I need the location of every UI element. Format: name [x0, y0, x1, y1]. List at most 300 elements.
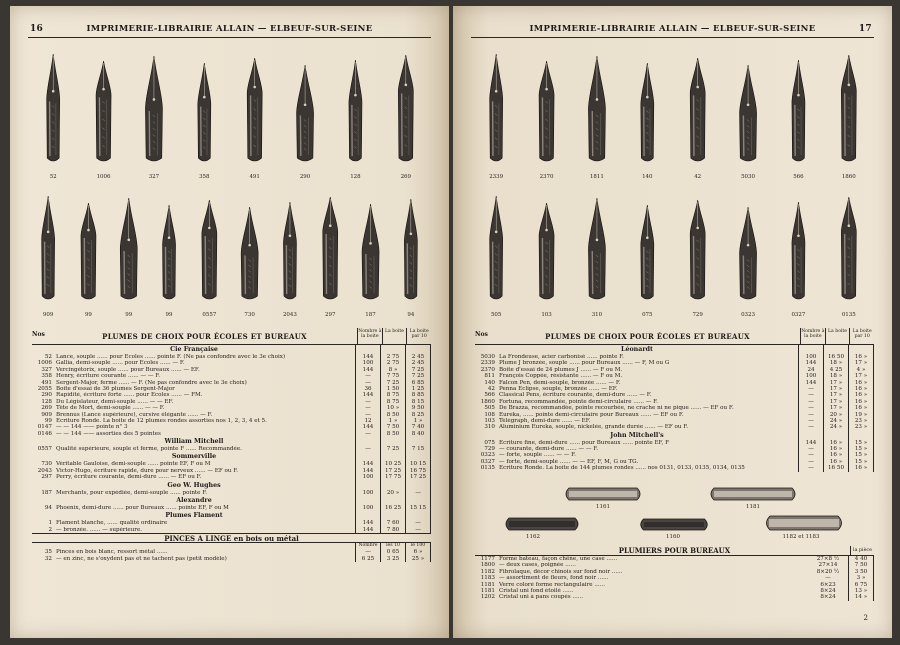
section-title: PINCES A LINGE en bois ou métal	[164, 534, 299, 544]
item-number: 2043	[37, 467, 52, 474]
nib-number-label: 566	[793, 174, 804, 180]
price-cell: 1 »	[413, 417, 423, 424]
pen-nib-icon	[362, 204, 379, 299]
price-cell: 4 25	[829, 366, 843, 373]
nib-number-label: 0135	[841, 312, 856, 318]
nib-number-label: 075	[642, 312, 653, 318]
price-cell: 4 »	[856, 366, 866, 373]
nib-illustration-row-1	[28, 52, 431, 182]
item-description: Cristal uni à pans coupés ......	[499, 594, 584, 601]
column-header: Nombre	[358, 543, 378, 549]
brand-heading: Alexandre	[176, 497, 212, 505]
price-cell: —	[415, 489, 421, 496]
item-number: 269	[41, 405, 52, 412]
price-cell: 144	[362, 461, 374, 468]
item-description: Sergent-Major, ferme ...... — F. (Ne pas confondre avec le 3e choix)	[56, 379, 247, 386]
tray-number-label: 1162	[526, 534, 540, 540]
pen-nib-icon	[247, 58, 262, 161]
column-header: Nombre à la boite	[357, 328, 382, 344]
price-cell: —	[365, 411, 371, 418]
price-cell: 144	[362, 392, 374, 399]
price-cell: 144	[362, 354, 374, 360]
item-description: Du Législateur, demi-souple ...... — — EF.	[56, 398, 174, 405]
item-description: Eureka, ...... pointe demi-circulaire pour Bureaux ...... — EF ou F.	[499, 411, 684, 418]
item-description: De Brazza, recommandée, pointe recourbée, ne crache ni ne pique ...... — EF ou F.	[499, 405, 734, 412]
item-description: Tête de Mort, demi-souple ...... — — F.	[56, 405, 165, 412]
item-description: Phoenix, demi-dure ...... pour Bureaux ...... pointe EF, F ou M	[56, 505, 229, 512]
brand-heading: Sommerville	[171, 453, 217, 461]
pen-nib-icon	[47, 54, 60, 161]
item-number: 730	[41, 461, 52, 468]
nib-number-label: 187	[365, 312, 376, 318]
item-description: Verre coloré forme rectangulaire ......	[499, 581, 606, 588]
price-cell: 18 »	[829, 373, 843, 380]
pen-nib-icon	[841, 197, 856, 299]
table-row	[32, 505, 430, 511]
nib-number-label: 491	[249, 174, 260, 180]
price-cell: 7 25	[411, 366, 425, 373]
item-description: Boite d'essai de 36 plumes Sergent-Major	[56, 385, 175, 392]
item-number: 2055	[37, 385, 52, 392]
item-number: 310	[484, 424, 495, 431]
price-cell: 19 »	[854, 411, 868, 418]
nib-number-label: 0557	[202, 312, 217, 318]
price-cell: 6 85	[411, 379, 425, 386]
item-description: Penna Eclipse, souple, bronzée ...... — EF.	[499, 385, 618, 392]
price-cell: 16 »	[854, 398, 868, 405]
item-description: — assortiment de fleurs, fond noir ......	[499, 575, 609, 582]
item-description: — — 144 —— assorties des 5 pointes	[56, 430, 161, 437]
price-cell: 16 »	[854, 385, 868, 392]
item-number: 1181	[480, 581, 495, 588]
nib-number-label: 99	[84, 312, 92, 318]
price-cell: 100	[805, 373, 817, 380]
pen-nib-icon	[241, 207, 258, 299]
item-description: Brennus (Lance supérieure), cursive élégante ...... — F.	[56, 411, 213, 418]
price-cell: 6 »	[413, 549, 423, 556]
price-cell: 8 50	[386, 411, 400, 418]
brand-heading: John Mitchell's	[610, 431, 664, 439]
nib-number-label: 0323	[741, 312, 756, 318]
pen-nib-icon	[490, 196, 503, 299]
right-page	[453, 6, 892, 638]
price-cell: 0 65	[386, 549, 400, 556]
nib-number-label: 2043	[282, 312, 297, 318]
size-cell: 8×20 ½	[816, 568, 840, 575]
item-number: 566	[484, 392, 495, 399]
price-cell: 16 »	[854, 405, 868, 412]
price-cell: —	[808, 398, 814, 405]
price-column-headers	[800, 328, 874, 344]
item-description: Écriture Ronde. La boite de 144 plumes rondes ...... nos 0131, 0133, 0135, 0134, 0135	[499, 465, 745, 472]
item-number: 0146	[37, 430, 52, 437]
item-description: Fortuna, recommandée, pointe demi-circulaire ...... — F.	[499, 398, 658, 405]
table-row	[32, 431, 430, 437]
item-description: Aluminium Eureka, souple, nickelée, grande durée ...... — EF ou F.	[499, 424, 689, 431]
price-cell: 24	[807, 366, 815, 373]
pen-nib-icon	[588, 56, 605, 161]
nib-number-label: 310	[591, 312, 603, 318]
price-cell: 6 25	[361, 555, 375, 562]
price-cell: 144	[805, 439, 817, 446]
price-cell: 17 »	[854, 373, 868, 380]
price-cell: 23 »	[854, 424, 868, 431]
nib-number-label: 1811	[589, 174, 604, 180]
item-description: Classical Pens, écriture courante, demi-dure ...... — F.	[499, 392, 652, 399]
price-cell: 16 50	[827, 354, 844, 360]
catalog-spread	[10, 6, 892, 638]
price-cell: 15 »	[854, 439, 868, 446]
item-description: Merchants, pour expédiée, demi-souple ...... pointe F.	[56, 489, 208, 496]
price-cell: —	[365, 379, 371, 386]
table-body	[32, 345, 431, 533]
price-cell: 8 75	[386, 398, 400, 405]
header-title: IMPRIMERIE-LIBRAIRIE ALLAIN — ELBEUF-SUR-SEINE	[86, 24, 373, 34]
item-description: — courante, demi-dure ...... — — F.	[499, 446, 598, 453]
pen-nib-icon	[792, 60, 805, 161]
price-cell: —	[365, 446, 371, 453]
item-description: Télégraph, demi-dure ...... — EF.	[499, 417, 591, 424]
size-cell: 27×14	[818, 562, 838, 569]
brand-heading: Plumes Flament	[165, 512, 223, 520]
price-cell: 1 »	[388, 417, 398, 424]
nib-number-label: 327	[148, 174, 160, 180]
nib-illustration-row-2	[471, 194, 874, 320]
price-cell: —	[808, 465, 814, 472]
pen-nib-icon	[490, 54, 503, 161]
price-cell: 15 15	[409, 505, 426, 512]
column-header: les 10	[386, 543, 400, 549]
item-number: 0323	[480, 452, 495, 459]
price-cell: —	[808, 446, 814, 453]
item-description: Victor-Hugo, écriture rapide, dure pour nerveux ...... — EF ou F.	[56, 467, 239, 474]
column-header: la pièce	[850, 546, 874, 555]
item-description: Véritable Gauloise, demi-souple ...... pointe EF, F ou M	[56, 461, 211, 468]
item-number: 297	[41, 474, 52, 481]
price-cell: 10 »	[386, 405, 400, 412]
price-cell: —	[808, 392, 814, 399]
table-row	[475, 424, 873, 430]
size-cell: 8×24	[820, 587, 836, 594]
price-cell: —	[365, 430, 371, 437]
column-header: La boite par 10	[406, 328, 431, 344]
nib-row-svg	[28, 52, 431, 182]
item-description: Boite d'essai de 24 plumes J ...... — F ou M.	[499, 366, 623, 373]
item-description: Falcon Pen, demi-souple, bronzée ...... — F.	[499, 379, 621, 386]
price-cell: 6 75	[854, 581, 868, 588]
item-number: 0147	[37, 424, 52, 431]
nib-number-label: 297	[325, 312, 336, 318]
item-description: Henry, écriture courante ...... — — F.	[56, 373, 160, 380]
price-cell: 144	[362, 424, 374, 431]
item-number: 1183	[480, 575, 495, 582]
price-cell: 7 80	[386, 526, 400, 533]
price-cell: 100	[362, 505, 374, 512]
header-title: IMPRIMERIE-LIBRAIRIE ALLAIN — ELBEUF-SUR-SEINE	[529, 24, 816, 34]
nib-number-label: 2339	[489, 174, 504, 180]
price-cell: 7 15	[411, 446, 425, 453]
price-cell: 2 75	[386, 360, 400, 367]
price-cell: 15 »	[854, 446, 868, 453]
item-number: 909	[41, 411, 52, 418]
item-number: 1177	[480, 556, 495, 562]
nib-number-label: 290	[299, 174, 311, 180]
price-cell: 15 »	[854, 452, 868, 459]
pen-price-table	[32, 328, 431, 562]
page-number: 17	[858, 24, 872, 34]
item-number: 187	[41, 489, 52, 496]
price-cell: 36	[364, 385, 372, 392]
nib-number-label: 99	[165, 312, 173, 318]
nib-number-label: 94	[407, 312, 415, 318]
brand-heading: Léonardt	[621, 346, 653, 353]
price-cell: 23 »	[854, 417, 868, 424]
price-cell: 8 25	[411, 411, 425, 418]
item-description: — — 144 —— pointe n° 3	[56, 424, 128, 431]
plumiers-body	[475, 556, 874, 601]
pinces-title	[32, 533, 431, 543]
price-cell: 18 »	[829, 360, 843, 367]
tray-number-label: 1160	[666, 534, 680, 540]
plumiers-title	[475, 546, 874, 556]
pen-tray-icon	[566, 488, 640, 500]
price-cell: 12	[364, 417, 372, 424]
price-cell: 7 25	[386, 446, 400, 453]
pen-nib-icon	[120, 198, 137, 299]
pen-nib-icon	[398, 55, 413, 161]
pen-nib-icon	[792, 202, 805, 299]
table-row	[32, 446, 430, 452]
price-cell: 16 »	[854, 392, 868, 399]
price-cell: 4 40	[854, 556, 868, 562]
item-number: 140	[484, 379, 495, 386]
pen-nib-icon	[163, 205, 176, 299]
nib-row-svg	[471, 52, 874, 182]
price-cell: 17 25	[409, 474, 426, 481]
tray-number-label: 1161	[596, 504, 610, 510]
price-cell: 7 25	[411, 373, 425, 380]
table-row	[32, 556, 430, 562]
price-cell: 16 »	[829, 446, 843, 453]
table-header	[32, 328, 431, 345]
price-cell: —	[808, 417, 814, 424]
page-number: 16	[30, 24, 44, 34]
item-number: 35	[44, 549, 52, 556]
page-header	[471, 22, 874, 38]
price-cell: 100	[362, 489, 374, 496]
price-cell: 16 75	[409, 467, 426, 474]
item-description: — forte, demi-souple ...... — — EF, F, M, G ou TG.	[499, 458, 639, 465]
brand-heading: Geo W. Hughes	[167, 481, 221, 489]
item-number: 1181	[480, 587, 495, 594]
brand-heading: Cie Française	[170, 346, 218, 353]
item-number: 2370	[480, 366, 495, 373]
item-description: Qualité supérieure, souple et ferme, pointe F ...... Recommandée.	[56, 446, 242, 453]
item-number: 1800	[480, 562, 495, 569]
nib-number-label: 128	[350, 174, 361, 180]
pen-nib-icon	[297, 65, 314, 161]
item-description: Écriture Ronde. La boite de 12 plumes rondes assorties nos 1, 2, 3, 4 et 5.	[56, 417, 267, 424]
nib-illustration-row-1	[471, 52, 874, 182]
item-description: Flament blanche, ...... qualité ordinaire	[56, 520, 168, 527]
price-cell: 20 »	[386, 489, 400, 496]
item-number: 108	[484, 411, 495, 418]
item-description: — deux cases, poignée ......	[499, 562, 576, 569]
pen-nib-icon	[641, 205, 654, 299]
nib-number-label: 42	[694, 174, 702, 180]
price-cell: —	[808, 411, 814, 418]
item-description: Plume J bronzée, souple ...... pour Bureaux ...... — F, M ou G	[499, 360, 670, 367]
price-cell: —	[415, 526, 421, 533]
size-cell: 27×8 ½	[816, 556, 840, 562]
column-header: Nombre à la boite	[800, 328, 825, 344]
pen-tray-icon	[711, 488, 795, 500]
pen-nib-icon	[42, 196, 55, 299]
price-cell: 13 »	[854, 587, 868, 594]
price-cell: —	[365, 373, 371, 380]
table-row	[32, 474, 430, 480]
pen-nib-icon	[740, 207, 757, 299]
table-header	[475, 328, 874, 345]
price-cell: —	[365, 549, 371, 556]
table-title: PLUMES DE CHOIX POUR ÉCOLES ET BUREAUX	[545, 332, 750, 341]
nib-number-label: 5030	[741, 174, 756, 180]
price-cell: 16 »	[854, 465, 868, 472]
nib-number-label: 0327	[791, 312, 806, 318]
price-cell: —	[808, 458, 814, 465]
price-cell: 7 50	[386, 424, 400, 431]
table-title: PLUMES DE CHOIX POUR ÉCOLES ET BUREAUX	[102, 332, 307, 341]
item-description: Rapidité, écriture forte ...... pour Écoles ...... — FM.	[56, 392, 203, 399]
item-number: 0557	[37, 446, 52, 453]
item-number: 94	[44, 505, 52, 512]
pen-nib-icon	[283, 202, 296, 299]
nib-row-svg	[28, 194, 431, 320]
item-description: Lance, souple ...... pour Écoles ...... pointe F. (Ne pas confondre avec le 3e choix)	[56, 354, 286, 360]
price-cell: 144	[805, 379, 817, 386]
price-cell: 10 15	[409, 461, 426, 468]
left-page	[10, 6, 449, 638]
number-column-label: Nos	[475, 331, 488, 338]
price-cell: 17 »	[829, 392, 843, 399]
price-cell: —	[808, 385, 814, 392]
price-cell: 16 »	[854, 354, 868, 360]
price-cell: 17 »	[829, 398, 843, 405]
section-title: PLUMIERS POUR BUREAUX	[618, 546, 731, 555]
price-cell: 8 75	[386, 392, 400, 399]
price-cell: 8 40	[411, 430, 425, 437]
nib-number-label: 99	[125, 312, 133, 318]
item-number: 1	[48, 520, 52, 527]
price-cell: 8 50	[386, 430, 400, 437]
item-number: 2	[48, 526, 52, 533]
nib-number-label: 2370	[539, 174, 554, 180]
item-number: 1182	[480, 568, 495, 575]
item-number: 505	[484, 405, 495, 412]
pen-nib-icon	[349, 60, 362, 161]
price-cell: —	[365, 405, 371, 412]
page-header	[28, 22, 431, 38]
price-cell: 16 25	[384, 505, 401, 512]
price-cell: 144	[362, 467, 374, 474]
item-number: 0135	[480, 465, 495, 472]
price-cell: 144	[362, 526, 374, 533]
price-cell: 24 »	[829, 417, 843, 424]
pen-tray-icon	[767, 516, 842, 530]
nib-number-label: 909	[42, 312, 54, 318]
nib-number-label: 1006	[96, 174, 111, 180]
item-description: Gallia, demi-souple ...... pour Écoles ...... — F.	[56, 360, 185, 367]
price-cell: 10 25	[384, 461, 401, 468]
price-cell: 16 »	[829, 452, 843, 459]
size-cell: —	[825, 575, 831, 582]
price-cell: 144	[362, 520, 374, 527]
price-cell: 3 »	[856, 575, 866, 582]
plumiers-table	[475, 546, 874, 601]
price-cell: 14 »	[854, 594, 868, 601]
price-column-headers	[357, 328, 431, 344]
pen-tray-illustrations	[493, 482, 862, 540]
pen-nib-icon	[740, 65, 757, 161]
price-cell: 144	[362, 366, 374, 373]
price-cell: 3 25	[386, 555, 400, 562]
pen-nib-icon	[323, 197, 338, 299]
price-cell: 2 45	[411, 360, 425, 367]
pen-nib-icon	[690, 58, 705, 161]
pen-nib-icon	[841, 55, 856, 161]
pen-nib-icon	[588, 198, 605, 299]
item-number: 1006	[37, 360, 52, 367]
table-row	[32, 490, 430, 496]
price-cell: 17 »	[854, 360, 868, 367]
item-description: Cristal uni fond étoilé ......	[499, 587, 574, 594]
price-cell: 17 75	[384, 474, 401, 481]
price-cell: 17 »	[829, 405, 843, 412]
price-cell: 8 85	[411, 392, 425, 399]
pen-nib-icon	[145, 56, 162, 161]
item-number: 103	[484, 417, 495, 424]
item-description: Perry, écriture courante, demi-dure ...... — EF ou F.	[56, 474, 202, 481]
table-row	[475, 594, 873, 600]
price-cell: 1 25	[411, 385, 425, 392]
price-cell: 100	[362, 360, 374, 367]
nib-number-label: 729	[692, 312, 703, 318]
pen-tray-icon	[641, 519, 708, 530]
price-cell: 16 »	[829, 458, 843, 465]
tray-number-label: 1182 et 1183	[782, 534, 820, 540]
footer-mark: 2	[863, 614, 868, 622]
table-row	[475, 465, 873, 471]
item-description: Écriture fine, demi-dure ...... pour Bureaux ...... pointe EF, F	[499, 439, 669, 446]
number-column-label: Nos	[32, 331, 45, 338]
item-number: 52	[44, 354, 52, 360]
price-cell: 20 »	[829, 411, 843, 418]
price-cell: —	[365, 398, 371, 405]
price-cell: 15 »	[854, 458, 868, 465]
item-number: 075	[484, 439, 495, 446]
item-description: Pinces en bois blanc, ressort métal ......	[56, 549, 168, 556]
pen-nib-icon	[690, 200, 705, 299]
price-cell: 16 »	[829, 439, 843, 446]
nib-number-label: 269	[400, 174, 412, 180]
item-number: 811	[484, 373, 495, 380]
price-cell: 25 »	[411, 555, 425, 562]
item-number: 5030	[480, 354, 495, 360]
price-cell: —	[808, 424, 814, 431]
price-cell: 17 »	[829, 385, 843, 392]
price-cell: 8 »	[388, 366, 398, 373]
price-cell: 7 60	[386, 520, 400, 527]
